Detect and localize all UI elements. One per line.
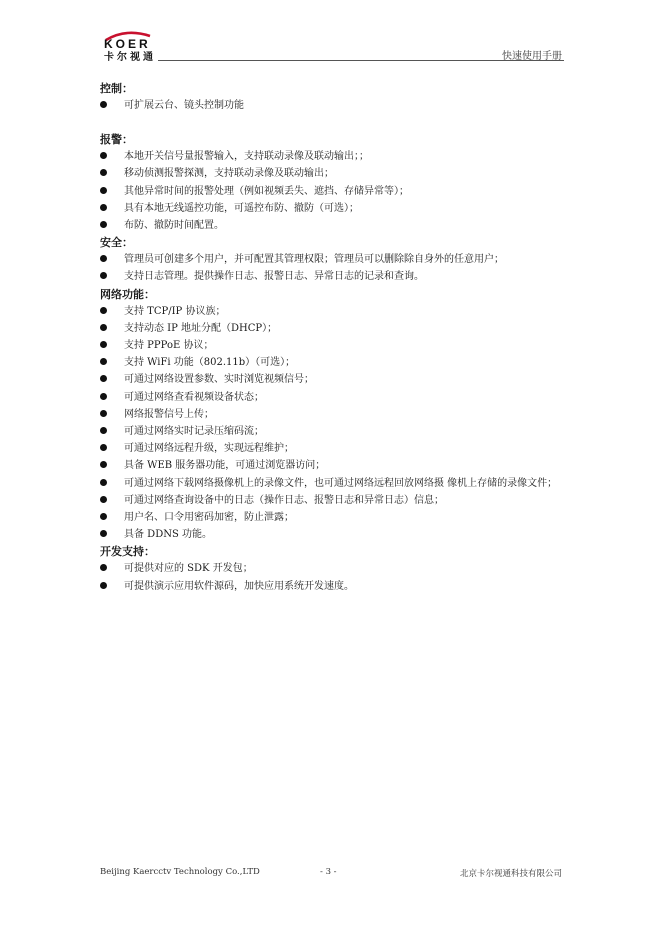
bullet-list [100,148,564,234]
list-item: 其他异常时间的报警处理（例如视频丢失、遮挡、存储异常等）； [100,183,564,200]
logo-subtext: 卡尔视通 [104,52,156,63]
header-title: 快速使用手册 [502,51,562,62]
svg-text:KOER: KOER [104,37,151,50]
section-title: 网络功能： [100,287,155,301]
list-item: 支持日志管理。提供操作日志、报警日志、异常日志的记录和查询。 [100,268,564,285]
bullet-icon [100,496,107,503]
spacer [100,114,564,131]
bullet-icon [100,272,107,279]
list-item: 具有本地无线遥控功能，可遥控布防、撤防（可选）； [100,200,564,217]
list-item: 可通过网络实时记录压缩码流； [100,423,564,440]
list-item: 可通过网络下载网络摄像机上的录像文件，也可通过网络远程回放网络摄 像机上存储的录像文件； [100,475,564,492]
list-item: 可通过网络查询设备中的日志（操作日志、报警日志和异常日志）信息； [100,492,564,509]
section-title: 报警： [100,133,133,147]
list-item: 支持 WiFi 功能（802.11b）（可选）； [100,354,564,371]
list-item: 布防、撤防时间配置。 [100,217,564,234]
bullet-list [100,560,564,594]
list-item: 移动侦测报警探测，支持联动录像及联动输出； [100,165,564,182]
bullet-icon [100,204,107,211]
bullet-icon [100,582,107,589]
bullet-icon [100,187,107,194]
bullet-icon [100,564,107,571]
list-item: 具备 DDNS 功能。 [100,526,564,543]
section-alarm [100,131,564,234]
page-number: - 3 - [320,867,337,877]
bullet-icon [100,479,107,486]
list-item: 本地开关信号量报警输入，支持联动录像及联动输出；； [100,148,564,165]
bullet-icon [100,341,107,348]
list-item: 用户名、口令用密码加密，防止泄露； [100,509,564,526]
logo-mark-icon [100,28,162,50]
bullet-icon [100,152,107,159]
list-item: 可提供对应的 SDK 开发包； [100,560,564,577]
bullet-icon [100,375,107,382]
bullet-icon [100,255,107,262]
bullet-icon [100,530,107,537]
bullet-icon [100,513,107,520]
bullet-icon [100,221,107,228]
list-item: 支持动态 IP 地址分配（DHCP）； [100,320,564,337]
footer-company-cn: 北京卡尔视通科技有限公司 [459,869,562,879]
document-body [100,80,564,595]
section-title: 控制： [100,82,133,95]
bullet-icon [100,461,107,468]
list-item: 可扩展云台、镜头控制功能 [100,97,564,114]
list-item: 可通过网络设置参数、实时浏览视频信号； [100,371,564,388]
list-item: 支持 TCP/IP 协议族； [100,303,564,320]
section-network [100,286,564,544]
bullet-list [100,251,564,285]
bullet-icon [100,410,107,417]
list-item: 可通过网络查看视频设备状态； [100,389,564,406]
bullet-icon [100,427,107,434]
bullet-icon [100,358,107,365]
bullet-icon [100,324,107,331]
header-divider [158,60,564,61]
list-item: 可通过网络远程升级，实现远程维护； [100,440,564,457]
section-development [100,543,564,594]
section-security [100,234,564,285]
bullet-list [100,303,564,544]
bullet-icon [100,169,107,176]
section-title: 安全： [100,236,133,250]
page-footer [100,867,564,881]
bullet-icon [100,393,107,400]
bullet-icon [100,444,107,451]
section-control [100,80,564,114]
list-item: 管理员可创建多个用户，并可配置其管理权限；管理员可以删除除自身外的任意用户； [100,251,564,268]
section-title: 开发支持： [100,545,155,559]
list-item: 具备 WEB 服务器功能，可通过浏览器访问； [100,457,564,474]
footer-company-en: Beijing Kaercctv Technology Co.,LTD [100,867,260,877]
list-item: 网络报警信号上传； [100,406,564,423]
company-logo [100,28,162,62]
bullet-icon [100,307,107,314]
bullet-icon [100,101,107,108]
list-item: 可提供演示应用软件源码，加快应用系统开发速度。 [100,578,564,595]
page-header [100,28,564,62]
list-item: 支持 PPPoE 协议； [100,337,564,354]
bullet-list [100,97,564,114]
